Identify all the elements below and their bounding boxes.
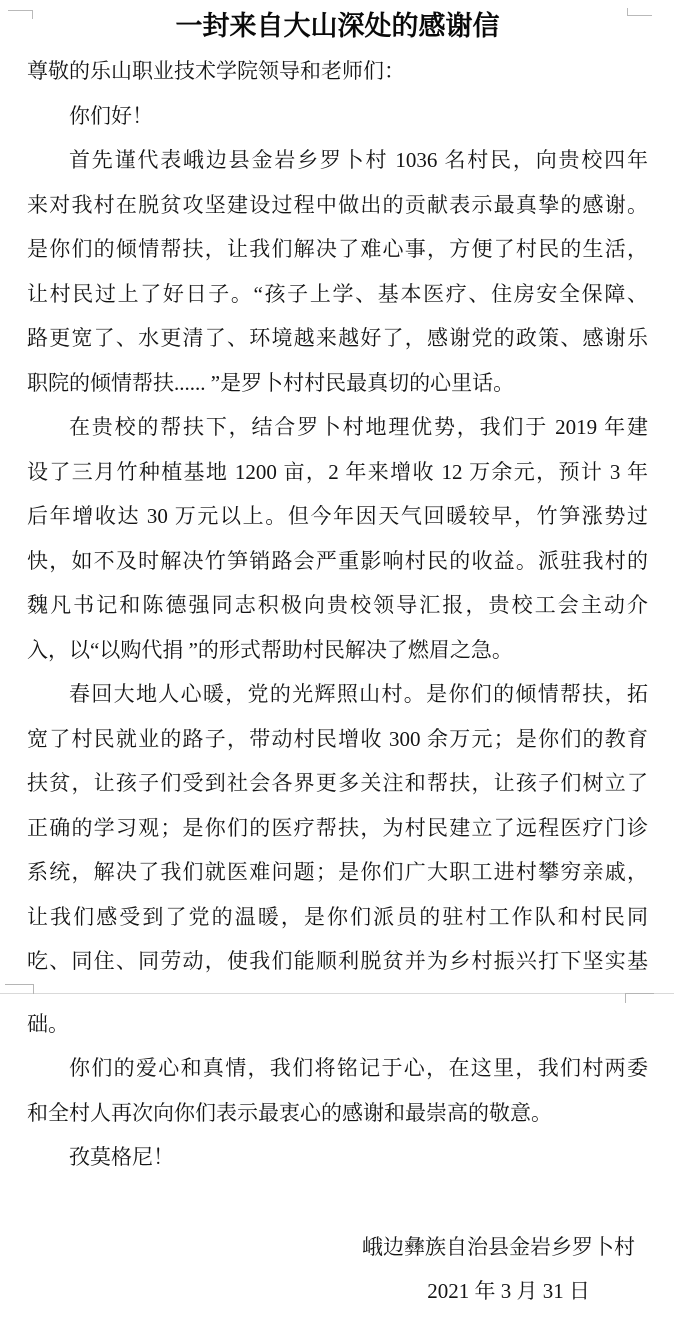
letter-line: 让村民过上了好日子。“孩子上学、基本医疗、住房安全保障、	[27, 281, 648, 306]
signature-line: 峨边彝族自治县金岩乡罗卜村	[362, 1234, 635, 1259]
letter-line: 职院的倾情帮扶...... ”是罗卜村村民最真切的心里话。	[27, 370, 515, 395]
letter-line: 尊敬的乐山职业技术学院领导和老师们：	[27, 59, 405, 83]
letter-line: 是你们的倾情帮扶，让我们解决了难心事，方便了村民的生活，	[27, 237, 648, 261]
page-break-rule	[0, 993, 674, 994]
letter-line: 设了三月竹种植基地 1200 亩，2 年来增收 12 万余元，预计 3 年	[27, 459, 648, 484]
letter-title: 一封来自大山深处的感谢信	[175, 11, 500, 41]
letter-line: 魏凡书记和陈德强同志积极向贵校领导汇报，贵校工会主动介	[27, 593, 648, 617]
page-break-mark-left	[5, 984, 34, 994]
signature-spacer	[27, 1180, 648, 1225]
page-break	[0, 984, 674, 1002]
letter-line: 系统，解决了我们就医难问题；是你们广大职工进村攀穷亲戚，	[27, 860, 648, 884]
letter-line: 入，以“以购代捐 ”的形式帮助村民解决了燃眉之急。	[27, 637, 513, 662]
letter-line: 快，如不及时解决竹笋销路会严重影响村民的收益。派驻我村的	[27, 548, 648, 573]
letter-line: 孜莫格尼！	[69, 1145, 174, 1169]
letter-line: 宽了村民就业的路子，带动村民增收 300 余万元；是你们的教育	[27, 726, 648, 751]
letter-line: 让我们感受到了党的温暖，是你们派员的驻村工作队和村民同	[27, 904, 648, 929]
letter-line: 后年增收达 30 万元以上。但今年因天气回暖较早，竹笋涨势过	[27, 504, 648, 528]
letter-lines	[27, 49, 648, 1180]
letter-line: 础。	[27, 1011, 69, 1036]
letter-line: 和全村人再次向你们表示最衷心的感谢和最崇高的敬意。	[27, 1100, 552, 1125]
letter-line: 吃、同住、同劳动，使我们能顺利脱贫并为乡村振兴打下坚实基	[27, 949, 648, 973]
date-line: 2021 年 3 月 31 日	[427, 1279, 590, 1303]
letter-line: 你们的爱心和真情，我们将铭记于心，在这里，我们村两委	[69, 1056, 648, 1080]
letter-line: 扶贫，让孩子们受到社会各界更多关注和帮扶，让孩子们树立了	[27, 771, 648, 795]
letter-line: 在贵校的帮扶下，结合罗卜村地理优势，我们于 2019 年建	[69, 415, 648, 439]
letter-line: 春回大地人心暖，党的光辉照山村。是你们的倾情帮扶，拓	[69, 682, 648, 706]
letter-line: 路更宽了、水更清了、环境越来越好了，感谢党的政策、感谢乐	[27, 326, 648, 350]
letter-line: 首先谨代表峨边县金岩乡罗卜村 1036 名村民，向贵校四年	[69, 148, 648, 172]
letter-page	[0, 8, 674, 1314]
letter-line: 你们好！	[69, 103, 153, 128]
page-break-mark-right	[625, 993, 654, 1003]
letter-line: 正确的学习观；是你们的医疗帮扶，为村民建立了远程医疗门诊	[27, 815, 648, 840]
letter-line: 来对我村在脱贫攻坚建设过程中做出的贡献表示最真挚的感谢。	[27, 192, 648, 217]
